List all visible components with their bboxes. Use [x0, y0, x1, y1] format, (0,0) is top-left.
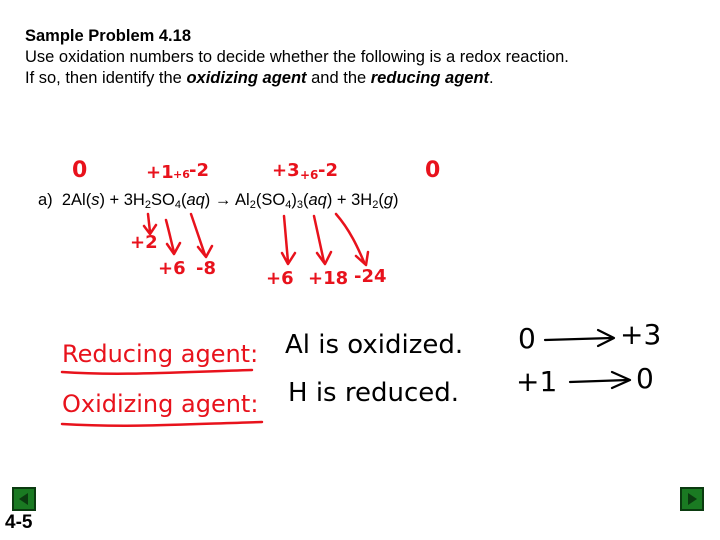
- total-s-charge: +6: [158, 258, 186, 279]
- eq-subscript: 2: [249, 199, 256, 211]
- problem-instruction-line2: [25, 68, 705, 89]
- ox-num-o-reactant: -2: [189, 160, 209, 181]
- arrow-change2: [570, 380, 628, 382]
- arrow-change1: [545, 338, 612, 340]
- change2-to: 0: [636, 362, 654, 395]
- instruction-text: If so, then identify the: [25, 69, 187, 87]
- eq-state: g: [383, 191, 394, 209]
- total-h-charge: +2: [130, 232, 158, 253]
- eq-part: 2Al(: [61, 191, 92, 209]
- eq-part: ) → Al: [204, 191, 250, 209]
- eq-subscript: 2: [372, 199, 379, 211]
- eq-state: aq: [186, 191, 205, 209]
- arrow-o: [191, 214, 205, 255]
- change1-from: 0: [518, 322, 536, 355]
- instruction-text: and the: [306, 69, 371, 87]
- triangle-right-icon: [682, 489, 702, 509]
- eq-part: ): [291, 191, 297, 209]
- arrow-s-product: [284, 216, 288, 262]
- eq-part: ) + 3H: [99, 191, 145, 209]
- eq-state: s: [91, 191, 100, 209]
- ox-num-al-reactant: 0: [72, 158, 88, 183]
- change1-to: +3: [620, 318, 662, 351]
- page-number: 4-5: [5, 512, 33, 533]
- triangle-left-icon: [14, 489, 34, 509]
- arrow-s-sum: [314, 216, 324, 262]
- eq-subscript: 4: [285, 199, 292, 211]
- ox-num-h2-product: 0: [425, 158, 441, 183]
- oxidizing-agent-term: oxidizing agent: [186, 69, 307, 87]
- ox-num-s-reactant-small: +6: [173, 168, 190, 181]
- eq-part: ): [393, 191, 399, 209]
- sum-o-charge-product: -24: [354, 266, 387, 287]
- ox-num-al-product: +3: [272, 160, 300, 181]
- eq-subscript: 2: [144, 199, 151, 211]
- arrow-o-sum: [336, 214, 364, 262]
- underline-oxidizing: [62, 422, 262, 426]
- reducing-agent-term: reducing agent: [370, 69, 490, 87]
- eq-part: (: [180, 191, 187, 209]
- next-slide-button[interactable]: [680, 487, 704, 511]
- total-o-charge: -8: [196, 258, 216, 279]
- instruction-text: .: [489, 69, 494, 87]
- eq-part: (: [302, 191, 309, 209]
- total-s-charge-product: +6: [266, 268, 294, 289]
- ox-num-h-reactant: +1: [146, 162, 174, 183]
- chemical-equation: [38, 191, 399, 210]
- reducing-agent-label: Reducing agent:: [62, 340, 259, 368]
- arrow-h: [148, 214, 150, 232]
- ox-num-s-product-small: +6: [300, 168, 319, 182]
- problem-instruction-line1: Use oxidation numbers to decide whether the following is a redox reaction.: [25, 48, 569, 66]
- problem-title: Sample Problem 4.18: [25, 27, 191, 45]
- oxidizing-agent-label: Oxidizing agent:: [62, 390, 259, 418]
- previous-slide-button[interactable]: [12, 487, 36, 511]
- oxidizing-agent-statement: H is reduced.: [288, 378, 460, 408]
- arrow-s: [166, 220, 174, 252]
- ox-num-o-product: -2: [318, 160, 338, 181]
- eq-part: ) + 3H: [326, 191, 373, 209]
- eq-part: (SO: [255, 191, 286, 209]
- eq-part: SO: [150, 191, 175, 209]
- problem-header: [25, 26, 705, 89]
- equation-label: a): [38, 191, 53, 209]
- eq-subscript: 4: [174, 199, 181, 211]
- eq-state: aq: [308, 191, 327, 209]
- underline-reducing: [62, 370, 252, 374]
- reducing-agent-statement: Al is oxidized.: [285, 330, 464, 360]
- eq-subscript: 3: [296, 199, 303, 211]
- sum-s-charge-product: +18: [308, 268, 349, 289]
- change2-from: +1: [516, 365, 558, 398]
- eq-part: (: [378, 191, 384, 209]
